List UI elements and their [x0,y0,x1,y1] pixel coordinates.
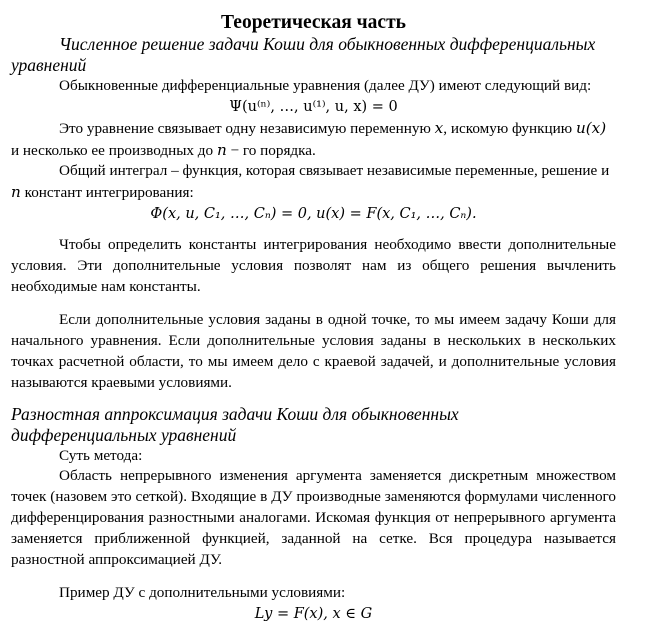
example-label: Пример ДУ с дополнительными условиями: [59,584,346,602]
text-run: − го порядка. [226,141,316,159]
paragraph-cauchy-boundary: Если дополнительные условия заданы в одной точке, то мы имеем задачу Коши для начального уравнения. Если дополнительные условия заданы в нескольких в нескольких точках расчетной области, то мы имеем дело с краевой задачей, и дополнительные условия называются краевыми условиями. [11,311,616,391]
math-variable: x [434,118,444,137]
text-run: констант интегрирования: [20,184,194,202]
equation-general-ode [11,97,616,118]
paragraph-ode-description [11,118,616,162]
spacer [11,394,616,404]
document-page [11,0,616,625]
text-run: и несколько ее производных до [11,141,217,159]
spacer [11,297,616,310]
section-heading-line: Разностная аппроксимация задачи Коши для обыкновенных [11,403,459,424]
math-variable: n [216,140,227,159]
equation-text: Ψ(u⁽ⁿ⁾, …, u⁽¹⁾, u, x) = 0 [229,98,398,115]
math-variable: n [11,183,21,202]
text-run: Общий интеграл – функция, которая связывает независимые переменные, решение и [59,162,610,180]
paragraph-integration-constants: Чтобы определить константы интегрирования необходимо ввести дополнительные условия. Эти дополнительные условия позволят нам из общего решения вычленить необходимые нам константы. [11,235,616,295]
paragraph-method-description: Область непрерывного изменения аргумента заменяется дискретным множеством точек (назовем это сеткой). Входящие в ДУ производные заменяются формулами численного дифференцирования разностными аналогами. Искомая функция от непрерывного аргумента заменяется приближенной функцией, заданной на сетке. Вся процедура называется разностной аппроксимацией ДУ. [11,467,616,568]
paragraph-general-integral [11,161,616,204]
section-heading-line: Численное решение задачи Коши для обыкновенных дифференциальных [59,34,596,54]
spacer [11,570,616,583]
method-label: Суть метода: [59,446,143,464]
section-heading-line: дифференциальных уравнений [11,424,237,445]
text-run: , искомую функцию [443,119,576,137]
section-heading-cauchy [11,34,616,76]
section-heading-difference [11,404,616,446]
equation-text: Ly = F(x), x ∈ G [254,606,373,623]
paragraph-ode-intro: Обыкновенные дифференциальные уравнения (далее ДУ) имеют следующий вид: [59,77,592,94]
page-title: Теоретическая часть [221,12,406,33]
spacer [11,225,616,235]
equation-text: Φ(x, u, C₁, …, Cₙ) = 0, u(x) = F(x, C₁, …, Cₙ). [150,205,477,222]
equation-general-integral [11,204,616,225]
equation-example [11,604,616,625]
text-run: Это уравнение связывает одну независимую переменную [59,119,435,137]
math-variable: u(x) [575,118,607,137]
section-heading-line: уравнений [11,55,87,75]
